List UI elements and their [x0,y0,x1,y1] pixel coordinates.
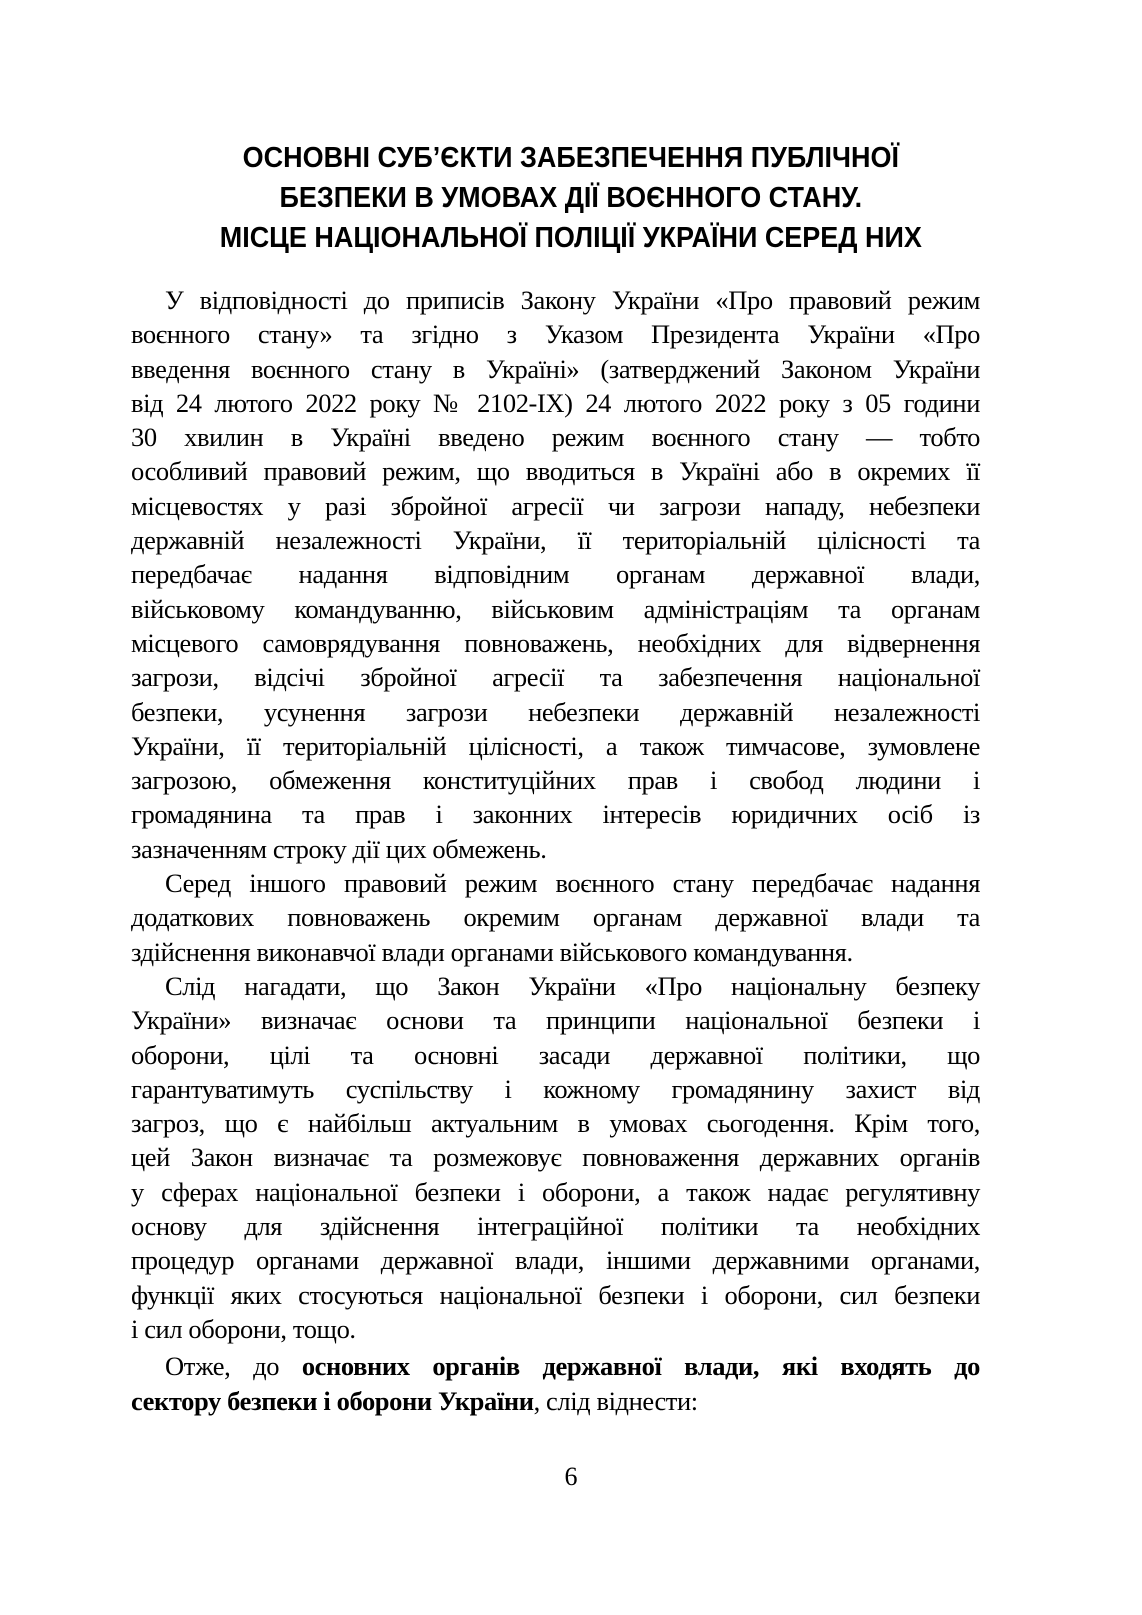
text-line: від 24 лютого 2022 року № 2102-IX) 24 лютого 2022 року з 05 години [131,387,980,418]
text-line: загроз, що є найбільш актуальним в умовах сьогодення. Крім того, [131,1108,980,1139]
text-line: Слід нагадати, що Закон України «Про національну безпеку [165,970,980,1001]
text-line: процедур органами державної влади, іншими державними органами, [131,1245,980,1276]
text-line: цей Закон визначає та розмежовує повноваження державних органів [131,1142,980,1173]
plain-text: , слід віднести: [533,1385,698,1416]
text-line: 30 хвилин в Україні введено режим воєнного стану — тобто [131,422,980,453]
text-line: безпеки, усунення загрози небезпеки державній незалежності [131,696,980,727]
text-line: введення воєнного стану в Україні» (затверджений Законом України [131,353,980,384]
title-line: БЕЗПЕКИ В УМОВАХ ДІЇ ВОЄННОГО СТАНУ. [279,182,863,214]
text-line: місцевостях у разі збройної агресії чи загрози нападу, небезпеки [131,490,980,521]
plain-text: Отже, до [165,1351,302,1382]
text-line: функції яких стосуються національної безпеки і оборони, сил безпеки [131,1279,980,1310]
bold-text: сектору безпеки і оборони України [131,1385,534,1416]
text-line: особливий правовий режим, що вводиться в Україні або в окремих її [131,456,980,487]
text-line: воєнного стану» та згідно з Указом Президента України «Про [131,319,980,350]
document-body [131,283,980,1418]
text-line: основу для здійснення інтеграційної політики та необхідних [131,1211,980,1242]
paragraph [131,866,980,969]
bold-text: основних органів державної влади, які входять до [301,1351,981,1382]
text-line: оборони, цілі та основні засади державної політики, що [131,1039,980,1070]
text-line: додаткових повноважень окремим органам державної влади та [131,902,980,933]
page-title [40,138,1102,258]
text-line: Серед іншого правовий режим воєнного стану передбачає надання [165,868,980,899]
paragraph [131,969,980,1346]
text-line: військовому командуванню, військовим адміністраціям та органам [131,593,980,624]
text-line: здійснення виконавчої влади органами військового командування. [131,936,853,967]
text-line: передбачає надання відповідним органам державної влади, [131,559,980,590]
text-line: і сил оборони, тощо. [131,1313,356,1344]
text-line: загрозою, обмеження конституційних прав і свобод людини і [131,765,980,796]
text-line: У відповідності до приписів Закону України «Про правовий режим [165,285,980,315]
text-line [131,1349,980,1383]
text-line: гарантуватимуть суспільству і кожному громадянину захист від [131,1073,980,1104]
page-number: 6 [564,1462,578,1491]
text-line: місцевого самоврядування повноважень, необхідних для відвернення [131,627,980,658]
text-line: України, її територіальній цілісності, а також тимчасове, зумовлене [131,730,980,761]
paragraph [131,283,980,866]
text-line [131,1384,980,1418]
title-line: МІСЦЕ НАЦІОНАЛЬНОЇ ПОЛІЦІЇ УКРАЇНИ СЕРЕД НИХ [219,222,922,254]
text-line: у сферах національної безпеки і оборони, а також надає регулятивну [131,1176,980,1207]
text-line: загрози, відсічі збройної агресії та забезпечення національної [131,662,980,693]
text-line: зазначенням строку дії цих обмежень. [131,833,547,864]
text-line: державній незалежності України, її територіальній цілісності та [131,525,980,556]
title-line: ОСНОВНІ СУБ’ЄКТИ ЗАБЕЗПЕЧЕННЯ ПУБЛІЧНОЇ [242,142,899,174]
text-line: України» визначає основи та принципи національної безпеки і [131,1005,980,1036]
paragraph [131,1349,980,1418]
text-line: громадянина та прав і законних інтересів юридичних осіб із [131,799,980,830]
